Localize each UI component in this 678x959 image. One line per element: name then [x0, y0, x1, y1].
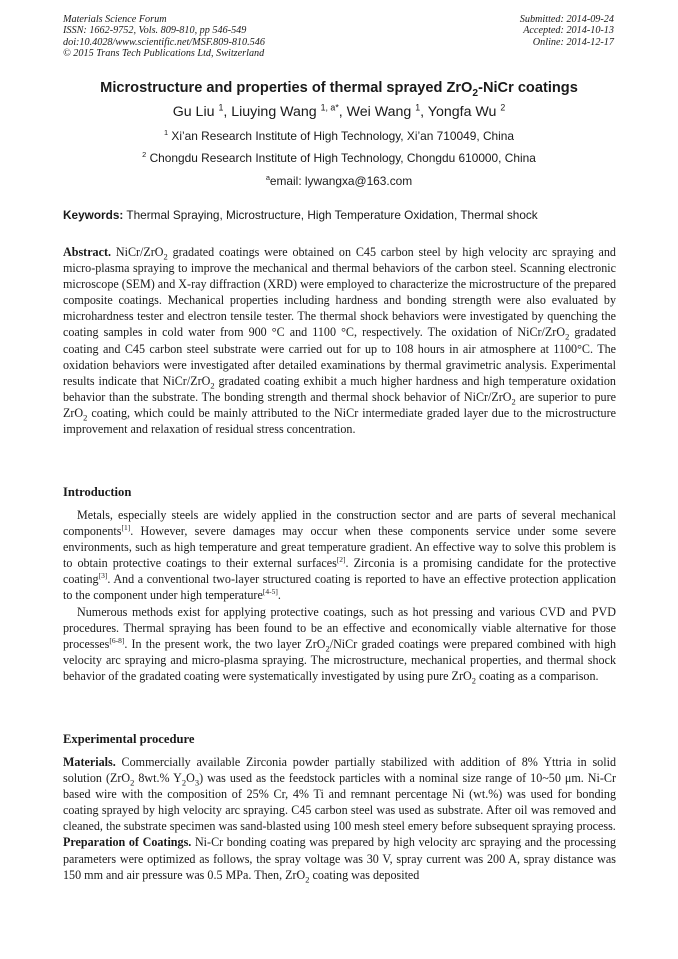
citation-superscript: [1] — [121, 523, 131, 533]
journal-info — [63, 14, 265, 59]
subscript: 3 — [194, 777, 200, 788]
email-mark: a — [265, 173, 270, 183]
subscript: 2 — [163, 251, 168, 262]
copyright-line: © 2015 Trans Tech Publications Ltd, Switzerland — [63, 47, 265, 59]
affiliation-text: Xi’an Research Institute of High Technology, Xi’an 710049, China — [171, 129, 515, 143]
abstract-label: Abstract. — [63, 245, 112, 259]
subscript: 2 — [325, 643, 330, 654]
title-text: Microstructure and properties of thermal sprayed ZrO — [100, 80, 473, 96]
title-text-end: -NiCr coatings — [478, 80, 578, 96]
author-name: Yongfa Wu — [427, 104, 497, 120]
corresponding-email[interactable] — [0, 174, 678, 188]
author-list: Gu Liu $^1$, Liuying Wang $^{1, a*}$, Wei Wang $^1$, Yongfa Wu $^2$ — [172, 102, 506, 120]
title-subscript: 2 — [472, 87, 479, 99]
subscript: 2 — [305, 874, 310, 885]
paper-title — [0, 80, 678, 99]
subscript: 2 — [210, 380, 215, 391]
affiliation-2 — [0, 151, 678, 165]
author-name: Wei Wang — [346, 104, 412, 120]
paragraph-materials — [63, 754, 616, 834]
author-affiliation-mark: 1, a* — [320, 102, 339, 113]
citation-superscript: [4-5] — [262, 587, 278, 597]
accepted-date: Accepted: 2014-10-13 — [523, 25, 614, 37]
subscript: 2 — [83, 412, 88, 423]
introduction-body — [63, 507, 616, 684]
affiliation-mark: 1 — [163, 128, 169, 138]
affiliation-1 — [0, 129, 678, 143]
dates-info — [520, 14, 614, 48]
journal-name: Materials Science Forum — [63, 14, 167, 25]
abstract-text: NiCr/ZrO$_2$ gradated coatings were obtained on C45 carbon steel by high velocity arc spraying and micro-plasma spraying to improve the mechanical and thermal behaviors of the carbon steel. Scanning electronic microscope (SEM) and X-ray diffraction (XRD) were employed to characterize the microstructure of the prepared composite coatings. Mechanical properties including hardness and bonding strength were also evaluated by microhardness tester and electron tensile tester. The thermal shock behaviors were investigated by quenching the coating samples in cold water from 900 °C and 1100 °C, respectively. The oxidation of NiCr/ZrO$_2$ gradated coating and C45 carbon steel substrate were carried out for up to 108 hours in air atmosphere at 1100°C. The oxidation behaviors were investigated after detailed examinations by thermal gravimetric analysis. Experimental results indicate that NiCr/ZrO$_2$ gradated coating exhibit a much higher hardness and high temperature oxidation behavior than the substrate. The bonding strength and thermal shock behavior of NiCr/ZrO$_2$ are superior to pure ZrO$_2$ coating, which could be mainly attributed to the NiCr intermediate graded layer due to the microstructure improvement and relaxation of residual stress concentration. — [63, 245, 616, 437]
author-name: Gu Liu — [172, 104, 215, 120]
materials-text: Commercially available Zirconia powder partially stabilized with addition of 8% Yttria in solid solution (ZrO$_2$ 8wt.% $Y_2O_3$) was used as the feedstock particles with a nominal size range of 10~50 μm. Ni-Cr based wire with the composition of 25% Cr, 4% Ti and remnant percentage Ni (wt.%) was used for bonding coating sprayed by high velocity arc spraying. C45 carbon steel was used as substrate. After oil was removed and cleaned, the substrate specimen was sand-blasted using 100 mesh steel emery before subsequent spraying process. — [63, 755, 616, 834]
paragraph: Numerous methods exist for applying protective coatings, such as hot pressing and various CVD and PVD procedures. Thermal spraying has been found to be an effective and economically viable alternative for those processes[6-8]. In the present work, the two layer ZrO$_2$/NiCr graded coatings were prepared combined with high velocity arc spraying and micro-plasma spraying. The microstructure, mechanical properties, and thermal shock behavior of the gradated coating were systematically investigated by using pure ZrO$_2$ coating as a comparison. — [63, 604, 616, 686]
subscript: 2 — [181, 777, 187, 788]
doi-line[interactable]: doi:10.4028/www.scientific.net/MSF.809-810.546 — [63, 36, 265, 48]
preparation-label: Preparation of Coatings. — [63, 835, 192, 850]
keywords — [63, 208, 615, 222]
paragraph-preparation — [63, 834, 616, 885]
section-heading-introduction: Introduction — [63, 485, 132, 499]
affiliation-text: Chongdu Research Institute of High Technology, Chongdu 610000, China — [149, 151, 536, 165]
affiliation-mark: 2 — [142, 150, 147, 160]
subscript: 2 — [565, 331, 570, 342]
author-name: Liuying Wang — [231, 104, 317, 120]
citation-superscript: [3] — [98, 571, 108, 581]
online-date: Online: 2014-12-17 — [532, 36, 614, 48]
paragraph: Metals, especially steels are widely applied in the construction sector and are parts of several mechanical components[1]. However, severe damages may occur when these components service under some severe environments, such as high temperature and great temperature gradient. An effective way to solve this problem is to obtain protective coatings to their external surfaces[2]. Zirconia is a promising candidate for the protective coating[3]. And a conventional two-layer structured coating is reported to have an effective protection application to the component under high temperature[4-5]. — [63, 508, 616, 603]
author-affiliation-mark: 2 — [500, 102, 506, 113]
author-affiliation-mark: 1 — [415, 102, 421, 113]
materials-label: Materials. — [63, 755, 116, 769]
abstract — [63, 244, 616, 437]
citation-superscript: [6-8] — [109, 635, 125, 645]
keywords-text: Thermal Spraying, Microstructure, High Temperature Oxidation, Thermal shock — [126, 208, 538, 222]
subscript: 2 — [130, 777, 135, 788]
author-affiliation-mark: 1 — [218, 102, 224, 113]
issn-line: ISSN: 1662-9752, Vols. 809-810, pp 546-549 — [63, 25, 247, 37]
email-text[interactable]: email: lywangxa@163.com — [269, 174, 413, 188]
submitted-date: Submitted: 2014-09-24 — [519, 14, 614, 25]
experimental-body — [63, 754, 616, 883]
keywords-label: Keywords: — [63, 208, 124, 222]
preparation-text: Ni-Cr bonding coating was prepared by high velocity arc spraying and the processing parameters were optimized as follows, the spray voltage was 30 V, spray current was 200 A, spray distance was 150 mm and air pressure was 0.5 MPa. Then, ZrO$_2$ coating was deposited — [63, 835, 616, 885]
citation-superscript: [2] — [336, 555, 346, 565]
subscript: 2 — [471, 675, 476, 686]
subscript: 2 — [511, 396, 516, 407]
section-heading-experimental: Experimental procedure — [63, 732, 195, 746]
